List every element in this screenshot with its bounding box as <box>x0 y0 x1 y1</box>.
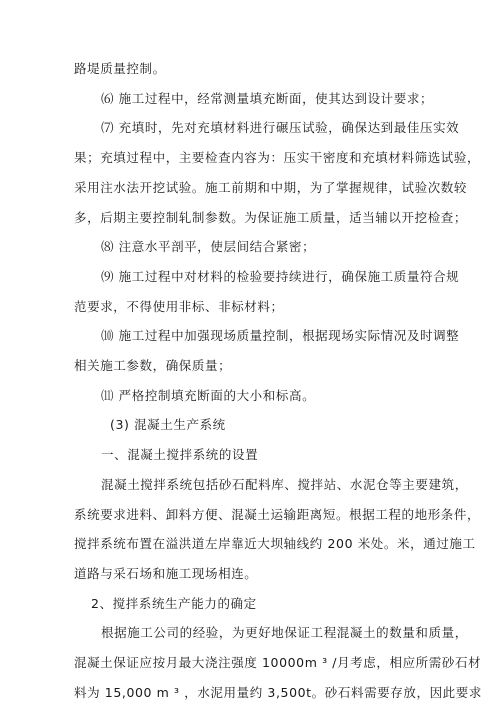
paragraph-line: 相关施工参数，确保质量； <box>74 358 232 373</box>
subsection-heading: 一、混凝土搅拌系统的设置 <box>101 447 259 462</box>
list-item-7: ⑺ 充填时，先对充填材料进行碾压试验，确保达到最佳压实效 <box>101 120 460 135</box>
list-item-6: ⑹ 施工过程中，经常测量填充断面，使其达到设计要求； <box>101 91 434 106</box>
paragraph-line: 多，后期主要控制轧制参数。为保证施工质量，适当辅以开挖检查； <box>74 210 468 225</box>
list-item-8: ⑻ 注意水平剖平，使层间结合紧密； <box>101 239 316 254</box>
paragraph-line: 混凝土保证应按月最大浇注强度 10000m ³ /月考虑，相应所需砂石材 <box>74 655 482 670</box>
paragraph-line: 系统要求进料、卸料方便、混凝土运输距离短。根据工程的地形条件， <box>74 507 481 522</box>
section-heading: (3) 混凝土生产系统 <box>110 417 226 432</box>
paragraph-line: 混凝土搅拌系统包括砂石配料库、搅拌站、水泥仓等主要建筑， <box>101 477 468 492</box>
paragraph-line: 搅拌系统布置在溢洪道左岸靠近大坝轴线约 200 米处。米，通过施工 <box>74 536 476 551</box>
list-item-9: ⑼ 施工过程中对材料的检验要持续进行，确保施工质量符合规 <box>101 269 460 284</box>
paragraph-line: 道路与采石场和施工现场相连。 <box>74 566 258 581</box>
paragraph-line: 根据施工公司的经验，为更好地保证工程混凝土的数量和质量， <box>101 625 468 640</box>
list-item-11: ⑾ 严格控制填充断面的大小和标高。 <box>101 388 316 403</box>
paragraph-line: 果；充填过程中，主要检查内容为：压实干密度和充填材料筛选试验， <box>74 150 481 165</box>
paragraph-line: 料为 15,000 m ³ ，水泥用量约 3,500t。砂石料需要存放，因此要求 <box>74 685 482 700</box>
paragraph-line: 范要求，不得使用非标、非标材料； <box>74 299 284 314</box>
subsection-heading: 2、搅拌系统生产能力的确定 <box>91 596 257 611</box>
paragraph-line: 采用注水法开挖试验。施工前期和中期，为了掌握规律，试验次数较 <box>74 180 468 195</box>
paragraph-line: 路堤质量控制。 <box>74 61 166 76</box>
list-item-10: ⑽ 施工过程中加强现场质量控制，根据现场实际情况及时调整 <box>101 328 460 343</box>
